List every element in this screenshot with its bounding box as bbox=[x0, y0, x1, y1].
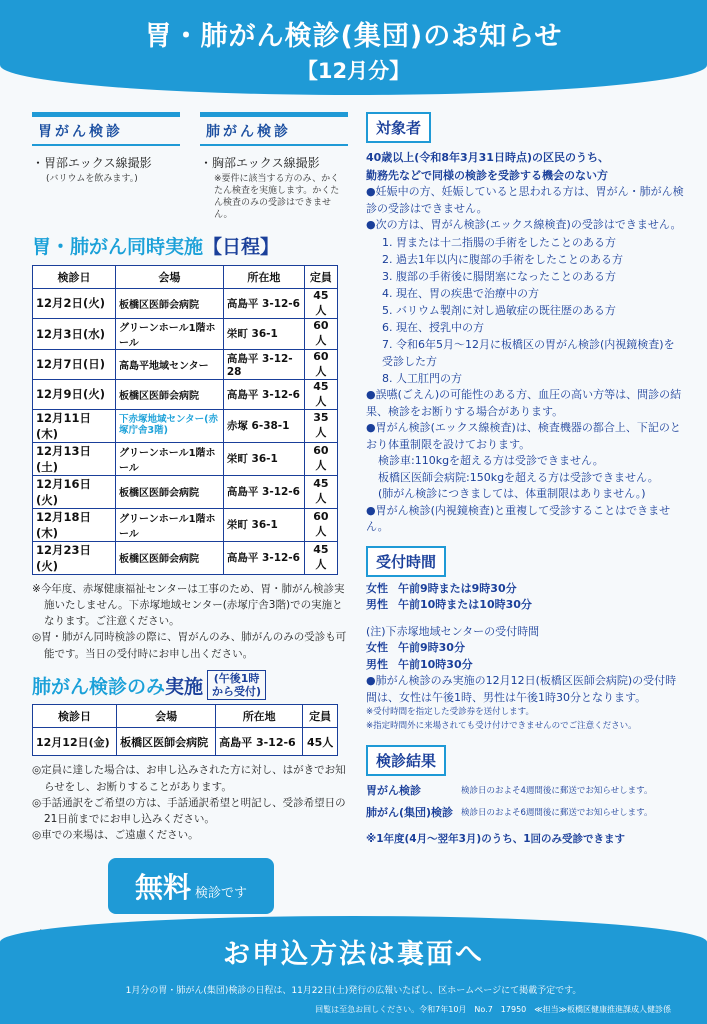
stomach-exam-box bbox=[32, 112, 180, 222]
reception-male bbox=[366, 597, 684, 614]
row-address: 高島平 3-12-6 bbox=[223, 475, 304, 508]
annual-limit-note: ※1年度(4月〜翌年3月)のうち、1回のみ受診できます bbox=[366, 833, 626, 846]
schedule-table bbox=[32, 265, 338, 575]
col-capacity: 定員 bbox=[303, 705, 338, 728]
result-stomach-label: 胃がん検診 bbox=[366, 784, 421, 798]
table-row bbox=[33, 379, 338, 409]
target-bullet: ●胃がん検診(内視鏡検査)と重複して受診することはできません。 bbox=[366, 503, 671, 534]
row-capacity: 60人 bbox=[304, 508, 337, 541]
result-row-lung bbox=[366, 804, 684, 820]
reception-female bbox=[366, 581, 684, 598]
row-capacity: 45人 bbox=[304, 379, 337, 409]
row-date: 12月3日(水) bbox=[33, 318, 116, 349]
list-item: 3. 腹部の手術後に腸閉塞になったことのある方 bbox=[382, 269, 616, 283]
row-capacity: 45人 bbox=[304, 541, 337, 574]
col-date: 検診日 bbox=[33, 265, 116, 288]
row-venue: 板橋区医師会病院 bbox=[117, 728, 216, 756]
col-venue: 会場 bbox=[115, 265, 223, 288]
female-label: 女性 bbox=[366, 641, 388, 655]
row-date: 12月7日(日) bbox=[33, 349, 116, 379]
row-date: 12月9日(火) bbox=[33, 379, 116, 409]
row-capacity: 35人 bbox=[304, 409, 337, 442]
target-bullet: ●胃がん検診(エックス線検査)は、検査機器の都合上、下記のとおり体重制限を設けております。 bbox=[366, 421, 681, 451]
row-address: 高島平 3-12-28 bbox=[223, 349, 304, 379]
row-venue: 下赤塚地域センター(赤塚庁舎3階) bbox=[115, 409, 223, 442]
lung-only-note: ◎車での来場は、ご遠慮ください。 bbox=[32, 829, 199, 842]
list-item: 1. 胃または十二指腸の手術をしたことのある方 bbox=[382, 235, 616, 249]
target-bullet: ●誤嚥(ごえん)の可能性のある方、血圧の高い方等は、問診の結果、検診をお断りする場合があります。 bbox=[366, 388, 682, 418]
target-bullet: ●妊娠中の方、妊娠していると思われる方は、胃がん・肺がん検診の受診はできません。 bbox=[366, 185, 684, 215]
lung-exam-box bbox=[200, 112, 348, 222]
row-date: 12月16日(火) bbox=[33, 475, 116, 508]
free-badge-sub: 検診です bbox=[195, 885, 248, 901]
lung-only-time-line1: (午後1時 bbox=[213, 671, 260, 685]
row-venue: 板橋区医師会病院 bbox=[115, 475, 223, 508]
row-address: 赤塚 6-38-1 bbox=[223, 409, 304, 442]
lung-only-note: ◎手話通訳をご希望の方は、手話通訳希望と明記し、受診希望日の21日前までにお申し込みください。 bbox=[32, 796, 346, 826]
note-male-time: 午前10時30分 bbox=[398, 657, 473, 671]
list-item: 4. 現在、胃の疾患で治療中の方 bbox=[382, 286, 539, 300]
table-row bbox=[33, 541, 338, 574]
left-column bbox=[32, 112, 350, 938]
exam-types bbox=[32, 112, 350, 222]
reception-small-note: ※受付時間を指定した受診券を送付します。 bbox=[366, 707, 534, 718]
row-capacity: 60人 bbox=[304, 318, 337, 349]
list-item: 7. 令和6年5月〜12月に板橋区の胃がん検診(内視鏡検査)を受診した方 bbox=[382, 337, 675, 369]
row-venue: 高島平地域センター bbox=[115, 349, 223, 379]
female-time: 午前9時または9時30分 bbox=[398, 581, 517, 595]
stomach-exam-item: ・胃部エックス線撮影 bbox=[32, 156, 152, 170]
lung-only-heading-b: 実施 bbox=[165, 675, 204, 698]
list-item: 5. バリウム製剤に対し過敏症の既往歴のある方 bbox=[382, 303, 616, 317]
free-badge bbox=[108, 858, 274, 914]
row-venue: グリーンホール1階ホール bbox=[115, 508, 223, 541]
lung-only-time-line2: から受付) bbox=[212, 685, 262, 699]
col-venue: 会場 bbox=[117, 705, 216, 728]
row-capacity: 45人 bbox=[304, 288, 337, 318]
note-female-time: 午前9時30分 bbox=[398, 641, 465, 655]
row-date: 12月23日(火) bbox=[33, 541, 116, 574]
schedule-title-main: 胃・肺がん同時実施 bbox=[32, 235, 204, 258]
female-label: 女性 bbox=[366, 581, 388, 595]
row-address: 高島平 3-12-6 bbox=[223, 541, 304, 574]
result-lung-label: 肺がん(集団)検診 bbox=[366, 806, 454, 820]
male-label: 男性 bbox=[366, 598, 388, 612]
reception-small-note: ※指定時間外に来場されても受け付けできませんのでご注意ください。 bbox=[366, 720, 637, 731]
row-date: 12月18日(木) bbox=[33, 508, 116, 541]
row-capacity: 60人 bbox=[304, 349, 337, 379]
row-venue: 板橋区医師会病院 bbox=[115, 379, 223, 409]
table-row bbox=[33, 508, 338, 541]
lung-exam-note: ※要件に該当する方のみ、かくたん検査を実施します。かくたん検査のみの受診はできません。 bbox=[214, 174, 340, 221]
table-row bbox=[33, 442, 338, 475]
lung-exam-title: 肺がん検診 bbox=[200, 112, 348, 146]
free-badge-main: 無料 bbox=[134, 870, 191, 904]
note-male bbox=[366, 657, 684, 674]
row-address: 栄町 36-1 bbox=[223, 442, 304, 475]
row-address: 高島平 3-12-6 bbox=[223, 379, 304, 409]
row-address: 高島平 3-12-6 bbox=[223, 288, 304, 318]
row-address: 栄町 36-1 bbox=[223, 318, 304, 349]
row-venue: 板橋区医師会病院 bbox=[115, 541, 223, 574]
row-capacity: 45人 bbox=[303, 728, 338, 756]
row-venue: グリーンホール1階ホール bbox=[115, 318, 223, 349]
list-item: 6. 現在、授乳中の方 bbox=[382, 320, 484, 334]
row-venue: グリーンホール1階ホール bbox=[115, 442, 223, 475]
lung-only-notes bbox=[32, 762, 350, 843]
target-title: 対象者 bbox=[366, 112, 431, 143]
row-date: 12月13日(土) bbox=[33, 442, 116, 475]
schedule-header-row bbox=[33, 265, 338, 288]
right-column bbox=[366, 112, 684, 848]
result-lung-text: 検診日のおよそ6週間後に郵送でお知らせします。 bbox=[461, 808, 653, 819]
header-banner bbox=[0, 0, 707, 95]
result-stomach-text: 検診日のおよそ4週間後に郵送でお知らせします。 bbox=[461, 786, 653, 797]
table-row bbox=[33, 728, 338, 756]
row-capacity: 60人 bbox=[304, 442, 337, 475]
table-row bbox=[33, 349, 338, 379]
footer-circulation-note: 回覧は至急お回しください。令和7年10月 No.7 17950 ≪担当≫板橋区健康推進課成人健診係 bbox=[315, 1005, 671, 1014]
reception-note-title: (注)下赤塚地域センターの受付時間 bbox=[366, 624, 540, 638]
result-row-stomach bbox=[366, 782, 684, 798]
table-row bbox=[33, 409, 338, 442]
row-address: 高島平 3-12-6 bbox=[216, 728, 303, 756]
schedule-title bbox=[32, 232, 350, 259]
col-date: 検診日 bbox=[33, 705, 117, 728]
schedule-note: ※今年度、赤塚健康福祉センターは工事のため、胃・肺がん検診実施いたしません。下赤塚地域センター(赤塚庁舎3階)での実施となります。ご注意ください。 bbox=[32, 582, 345, 628]
row-date: 12月11日(木) bbox=[33, 409, 116, 442]
reception-title: 受付時間 bbox=[366, 546, 446, 577]
result-title: 検診結果 bbox=[366, 745, 446, 776]
page-month: 【12月分】 bbox=[296, 59, 411, 83]
target-bullet: ●次の方は、胃がん検診(エックス線検査)の受診はできません。 bbox=[366, 218, 682, 232]
lung-only-table bbox=[32, 704, 338, 756]
reception-bullet: ●肺がん検診のみ実施の12月12日(板橋区医師会病院)の受付時間は、女性は午後1時、男性は午後1時30分となります。 bbox=[366, 674, 677, 704]
row-date: 12月12日(金) bbox=[33, 728, 117, 756]
schedule-notes bbox=[32, 581, 350, 662]
table-row bbox=[33, 318, 338, 349]
target-lead bbox=[366, 149, 684, 184]
lung-only-heading-a: 肺がん検診のみ bbox=[32, 675, 166, 698]
list-item: 8. 人工肛門の方 bbox=[382, 372, 462, 386]
footer-heading: お申込方法は裏面へ bbox=[223, 939, 484, 970]
row-address: 栄町 36-1 bbox=[223, 508, 304, 541]
male-label: 男性 bbox=[366, 657, 388, 671]
target-lead-2: 勤務先などで同様の検診を受診する機会のない方 bbox=[366, 168, 608, 182]
row-capacity: 45人 bbox=[304, 475, 337, 508]
list-item: 2. 過去1年以内に腹部の手術をしたことのある方 bbox=[382, 252, 623, 266]
lung-only-header-row bbox=[33, 705, 338, 728]
table-row bbox=[33, 288, 338, 318]
schedule-title-bracket: 【日程】 bbox=[203, 235, 280, 258]
page-title: 胃・肺がん検診(集団)のお知らせ bbox=[144, 21, 563, 52]
weight-limit: 検診車:110kgを超える方は受診できません。 bbox=[378, 454, 604, 468]
table-row bbox=[33, 475, 338, 508]
footer-banner bbox=[0, 916, 707, 1024]
stomach-exam-title: 胃がん検診 bbox=[32, 112, 180, 146]
lung-only-time-box bbox=[207, 670, 266, 700]
stomach-exam-note: (バリウムを飲みます。) bbox=[46, 174, 138, 184]
lung-only-note: ◎定員に達した場合は、お申し込みされた方に対し、はがきでお知らせをし、お断りすることがあります。 bbox=[32, 764, 346, 793]
weight-limit: 板橋区医師会病院:150kgを超える方は受診できません。 bbox=[378, 470, 659, 484]
col-capacity: 定員 bbox=[304, 265, 337, 288]
lung-only-title bbox=[32, 670, 350, 700]
footer-schedule-note: 1月分の胃・肺がん(集団)検診の日程は、11月22日(土)発行の広報いたばし、区ホームページにて掲載予定です。 bbox=[125, 986, 582, 996]
col-address: 所在地 bbox=[223, 265, 304, 288]
row-date: 12月2日(火) bbox=[33, 288, 116, 318]
weight-limit: (肺がん検診につきましては、体重制限はありません。) bbox=[378, 487, 646, 501]
col-address: 所在地 bbox=[216, 705, 303, 728]
lung-only-heading bbox=[32, 672, 203, 699]
schedule-note: ◎胃・肺がん同時検診の際に、胃がんのみ、肺がんのみの受診も可能です。当日の受付時にお申し出ください。 bbox=[32, 631, 347, 660]
note-female bbox=[366, 640, 684, 657]
target-lead-1: 40歳以上(令和8年3月31日時点)の区民のうち、 bbox=[366, 151, 609, 164]
row-venue: 板橋区医師会病院 bbox=[115, 288, 223, 318]
exclusion-list bbox=[366, 234, 684, 387]
male-time: 午前10時または10時30分 bbox=[398, 598, 532, 612]
lung-exam-item: ・胸部エックス線撮影 bbox=[200, 156, 320, 170]
